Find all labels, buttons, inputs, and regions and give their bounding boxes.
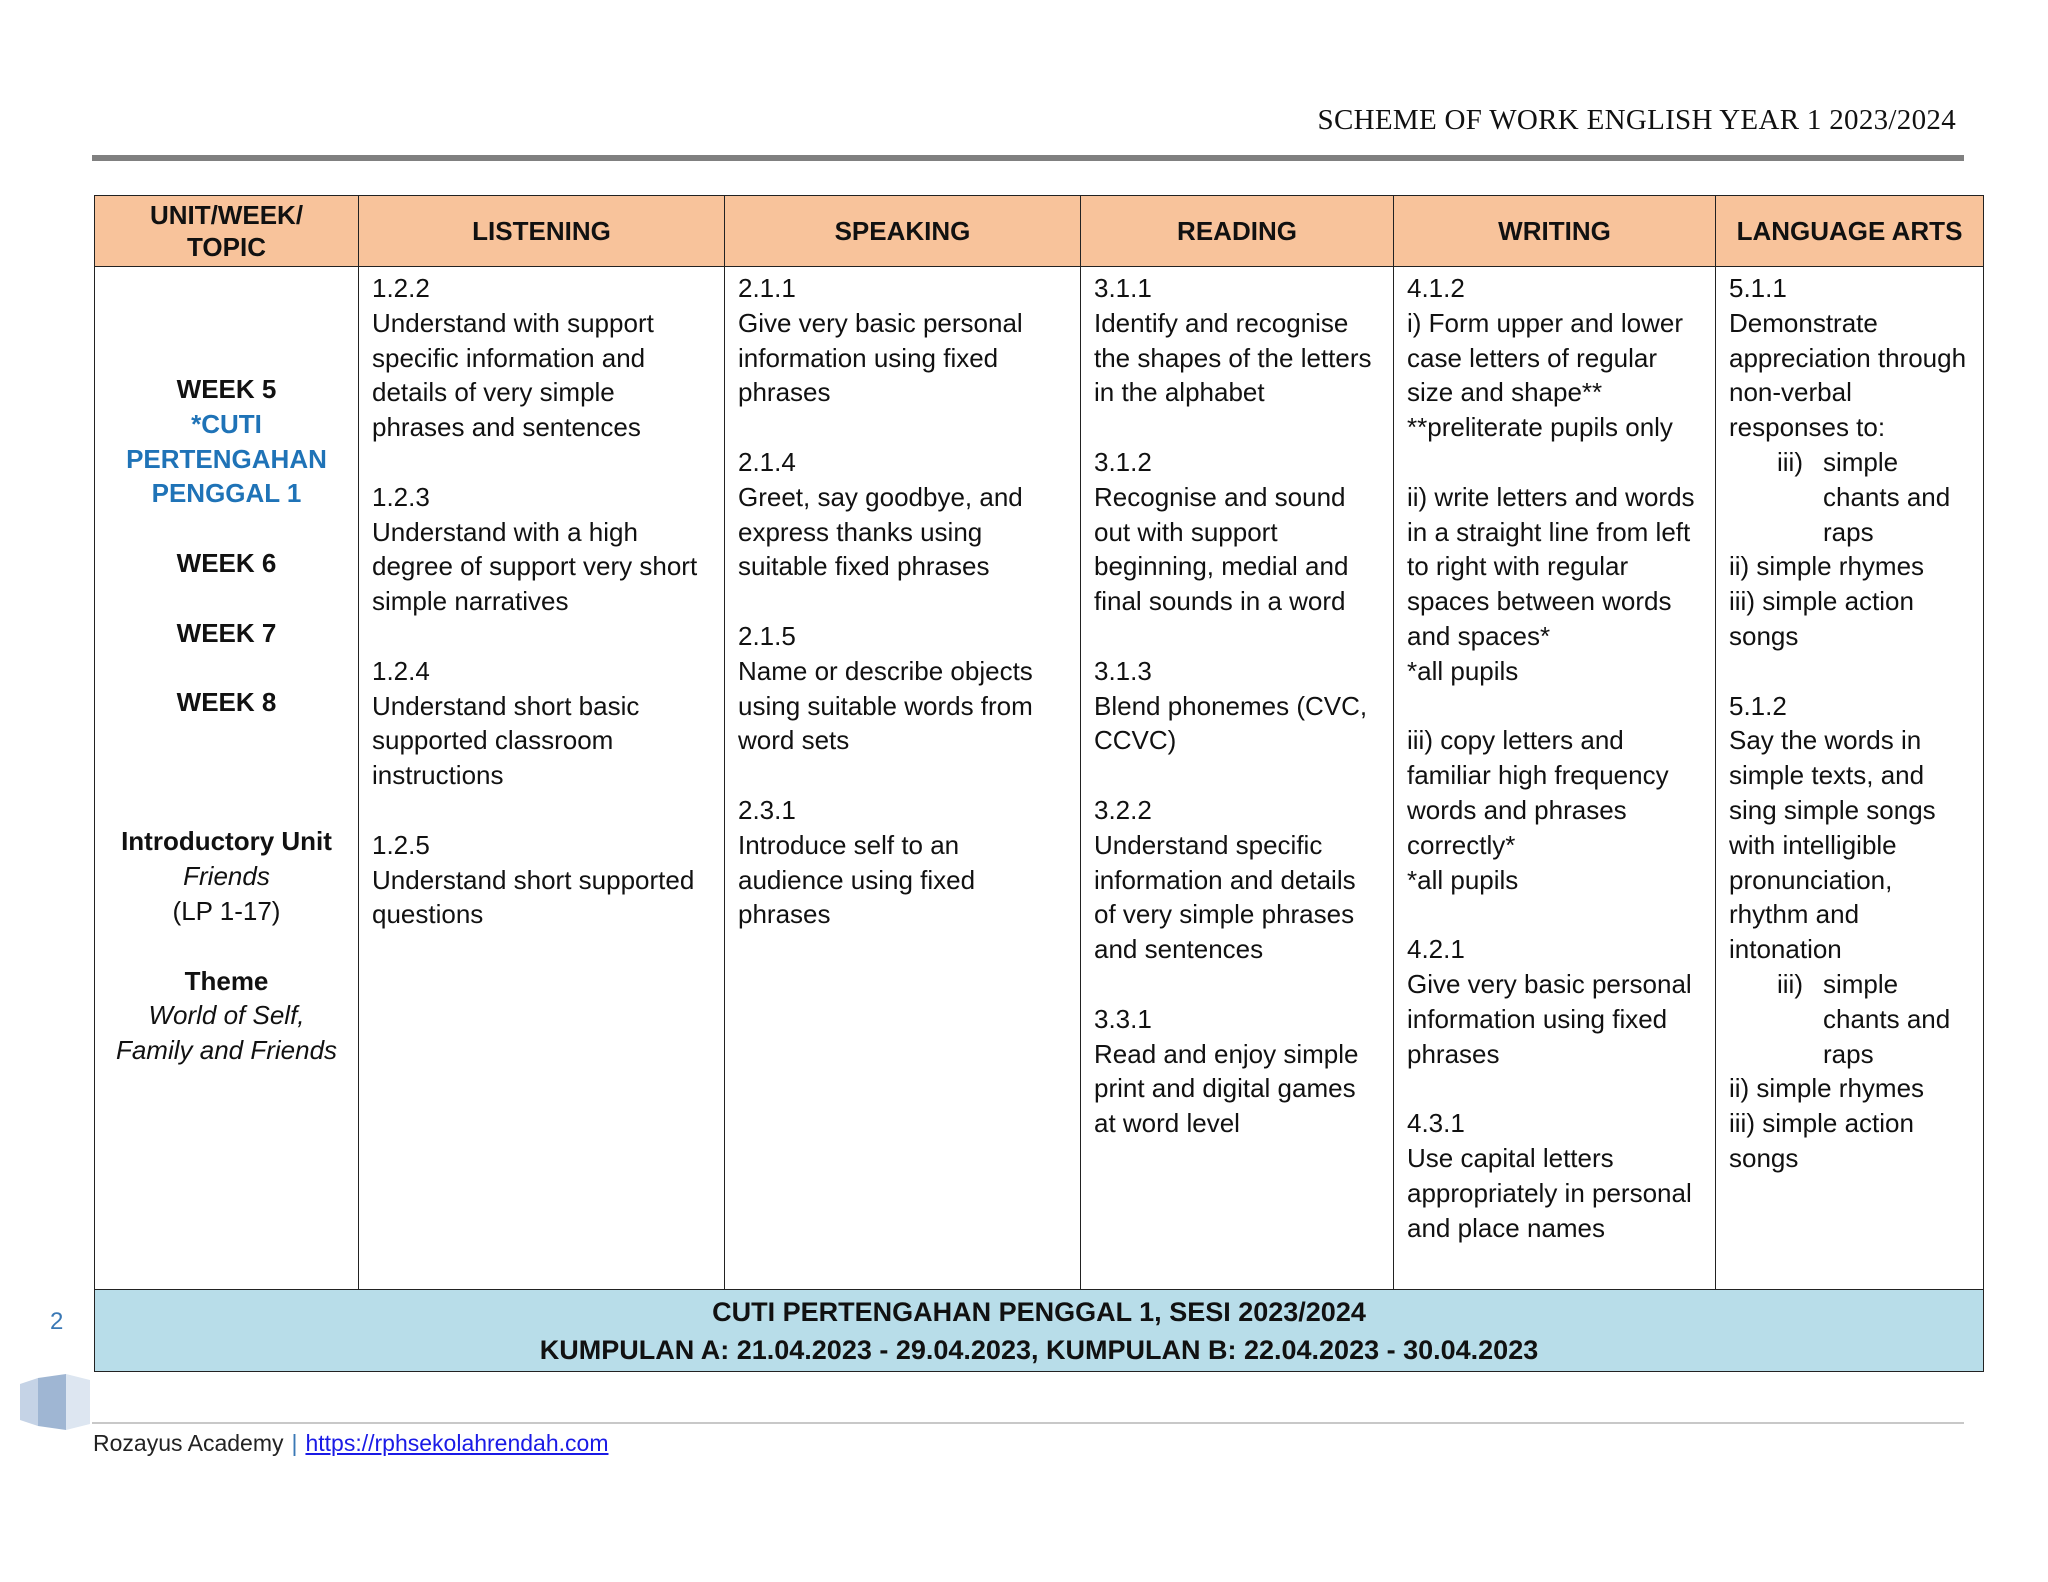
la-text-2: Say the words in simple texts, and sing simple songs with intelligible pronunciation, rhythm and intonation	[1729, 725, 1936, 965]
header-language-arts: LANGUAGE ARTS	[1716, 196, 1984, 267]
scheme-of-work-table	[94, 195, 1984, 1372]
listening-cell	[359, 267, 725, 1290]
la-list-item: iii) simple action songs	[1729, 586, 1914, 651]
unit-name: Friends	[183, 861, 270, 892]
la-list-item: iii) simple chants and raps	[1777, 446, 1951, 547]
header-speaking: SPEAKING	[725, 196, 1081, 267]
header-reading: READING	[1081, 196, 1394, 267]
theme-label: Theme	[184, 965, 269, 996]
unit-label: Introductory Unit	[121, 826, 332, 857]
la-code-2: 5.1.2	[1729, 690, 1787, 721]
theme-line-1: World of Self,	[148, 1000, 305, 1031]
document-title: SCHEME OF WORK ENGLISH YEAR 1 2023/2024	[1317, 104, 1956, 136]
footer	[93, 1430, 608, 1457]
page-number: 2	[50, 1308, 64, 1335]
la-list-item: iii) simple action songs	[1729, 1108, 1914, 1173]
week-7-label: WEEK 7	[176, 617, 277, 648]
la-list-item: iii) simple chants and raps	[1777, 968, 1951, 1069]
holiday-note-line1: *CUTI	[191, 408, 262, 439]
reading-cell	[1081, 267, 1394, 1290]
la-code-1: 5.1.1	[1729, 273, 1787, 303]
theme-line-2: Family and Friends	[115, 1035, 338, 1066]
page-corner-decoration-icon	[20, 1374, 94, 1430]
listening-content: 1.2.2 Understand with support specific information and details of very simple phrases and sentences 1.2.3 Understand with a high degree of support very short simple narratives 1.2.4 Understand short basic supported classroom instructions 1.2.5 Understand short supported questions	[372, 273, 698, 930]
speaking-cell	[725, 267, 1081, 1290]
holiday-note-line2: PERTENGAHAN	[126, 443, 327, 474]
la-list-item: ii) simple rhymes	[1729, 1073, 1925, 1104]
week-6-label: WEEK 6	[176, 547, 277, 578]
la-list-item: ii) simple rhymes	[1729, 551, 1925, 582]
holiday-row	[95, 1290, 1984, 1372]
language-arts-content	[1716, 267, 1983, 1176]
holiday-banner	[95, 1290, 1984, 1372]
writing-content: 4.1.2 i) Form upper and lower case letters of regular size and shape** **preliterate pupils only ii) write letters and words in a straight line from left to right with regular spaces between words and spaces* *all pupils iii) copy letters and familiar high frequency words and phrases correctly* *all pupils 4.2.1 Give very basic personal information using fixed phrases 4.3.1 Use capital letters appropriately in personal and place names	[1407, 273, 1695, 1243]
footer-website-link[interactable]: https://rphsekolahrendah.com	[305, 1430, 609, 1456]
table-header-row	[95, 196, 1984, 267]
writing-cell	[1394, 267, 1716, 1290]
unit-week-topic-cell	[95, 267, 359, 1290]
holiday-note-line3: PENGGAL 1	[151, 478, 302, 509]
header-divider	[92, 155, 1964, 161]
holiday-dates: KUMPULAN A: 21.04.2023 - 29.04.2023, KUMPULAN B: 22.04.2023 - 30.04.2023	[539, 1335, 1539, 1365]
table-row	[95, 267, 1984, 1290]
footer-separator: |	[291, 1430, 298, 1456]
lesson-plan-range: (LP 1-17)	[172, 895, 281, 926]
speaking-content: 2.1.1 Give very basic personal information using fixed phrases 2.1.4 Greet, say goodbye, and express thanks using suitable fixed phrases 2.1.5 Name or describe objects using suitable words from word sets 2.3.1 Introduce self to an audience using fixed phrases	[738, 273, 1033, 930]
footer-divider	[92, 1422, 1964, 1424]
header-listening: LISTENING	[359, 196, 725, 267]
holiday-title: CUTI PERTENGAHAN PENGGAL 1, SESI 2023/2024	[712, 1297, 1366, 1327]
week-5-label: WEEK 5	[176, 374, 277, 404]
header-writing: WRITING	[1394, 196, 1716, 267]
footer-author: Rozayus Academy	[93, 1430, 284, 1456]
reading-content: 3.1.1 Identify and recognise the shapes of the letters in the alphabet 3.1.2 Recognise and sound out with support beginning, medial and final sounds in a word 3.1.3 Blend phonemes (CVC, CCVC) 3.2.2 Understand specific information and details of very simple phrases and sentences 3.3.1 Read and enjoy simple print and digital games at word level	[1094, 273, 1372, 1139]
header-unit-week-topic: UNIT/WEEK/ TOPIC	[95, 196, 359, 267]
week-8-label: WEEK 8	[176, 687, 277, 718]
la-text-1: Demonstrate appreciation through non-verbal responses to:	[1729, 307, 1967, 443]
language-arts-cell	[1716, 267, 1984, 1290]
